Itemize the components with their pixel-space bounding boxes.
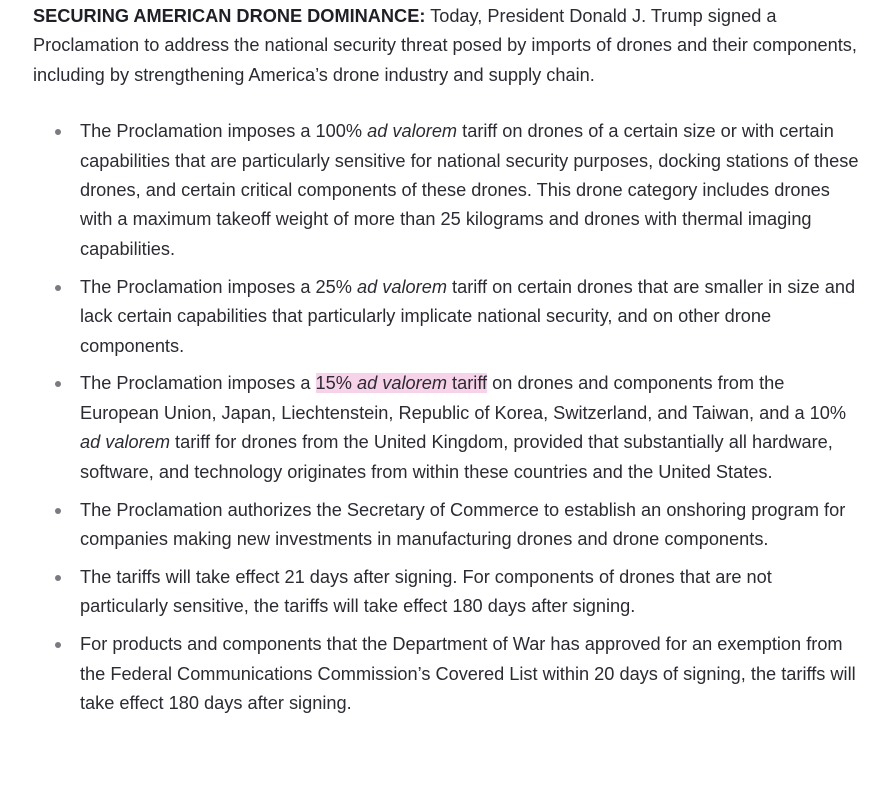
intro-heading: SECURING AMERICAN DRONE DOMINANCE:	[33, 6, 426, 26]
bullet-icon	[55, 381, 61, 387]
item-text: The Proclamation imposes a	[80, 373, 316, 394]
item-text: on drones and components from the European Union, Japan, Liechtenstein, Republic of Korea, Switzerland, and Taiwan, and a 10%	[80, 373, 847, 423]
bullet-list	[33, 117, 863, 718]
bullet-icon	[55, 508, 61, 514]
item-text: The Proclamation imposes a 100%	[80, 121, 368, 142]
intro-text: Today, President Donald J. Trump signed a Proclamation to address the national security threat posed by imports of drones and their components, including by strengthening America’s drone industry and supply chain.	[33, 6, 857, 85]
list-item	[33, 117, 863, 264]
list-item	[33, 369, 863, 487]
fact-sheet-document	[33, 2, 863, 727]
item-emphasis: ad valorem	[80, 432, 170, 453]
bullet-icon	[55, 129, 61, 135]
item-text: The Proclamation imposes a 25%	[80, 276, 357, 297]
list-item	[33, 630, 863, 718]
intro-paragraph	[33, 2, 863, 90]
item-emphasis: ad valorem	[357, 276, 447, 297]
item-text: tariff on certain drones that are smaller in size and lack certain capabilities that particularly implicate national security, and on other drone components.	[80, 276, 856, 356]
item-text: tariff for drones from the United Kingdom, provided that substantially all hardware, software, and technology originates from within these countries and the United States.	[80, 432, 833, 482]
bullet-icon	[55, 575, 61, 581]
item-text: For products and components that the Department of War has approved for an exemption from the Federal Communications Commission’s Covered List within 20 days of signing, the tariffs will take effect 180 days after signing.	[80, 634, 856, 714]
item-text: The tariffs will take effect 21 days after signing. For components of drones that are not particularly sensitive, the tariffs will take effect 180 days after signing.	[80, 566, 772, 617]
bullet-icon	[55, 642, 61, 648]
highlight-emphasis: ad valorem	[357, 373, 447, 394]
bullet-icon	[55, 285, 61, 291]
item-text: tariff on drones of a certain size or with certain capabilities that are particularly sensitive for national security purposes, docking stations of these drones, and certain critical components of these drones. This drone category includes drones with a maximum takeoff weight of more than 25 kilograms and drones with thermal imaging capabilities.	[80, 121, 859, 259]
highlighted-text[interactable]	[316, 373, 488, 393]
list-item	[33, 496, 863, 555]
item-text: The Proclamation authorizes the Secretary of Commerce to establish an onshoring program for companies making new investments in manufacturing drones and drone components.	[80, 499, 846, 549]
item-emphasis: ad valorem	[367, 121, 458, 142]
highlight-part: 15%	[315, 373, 358, 394]
list-item	[33, 273, 863, 361]
list-item	[33, 563, 863, 622]
highlight-part: tariff	[447, 373, 488, 394]
